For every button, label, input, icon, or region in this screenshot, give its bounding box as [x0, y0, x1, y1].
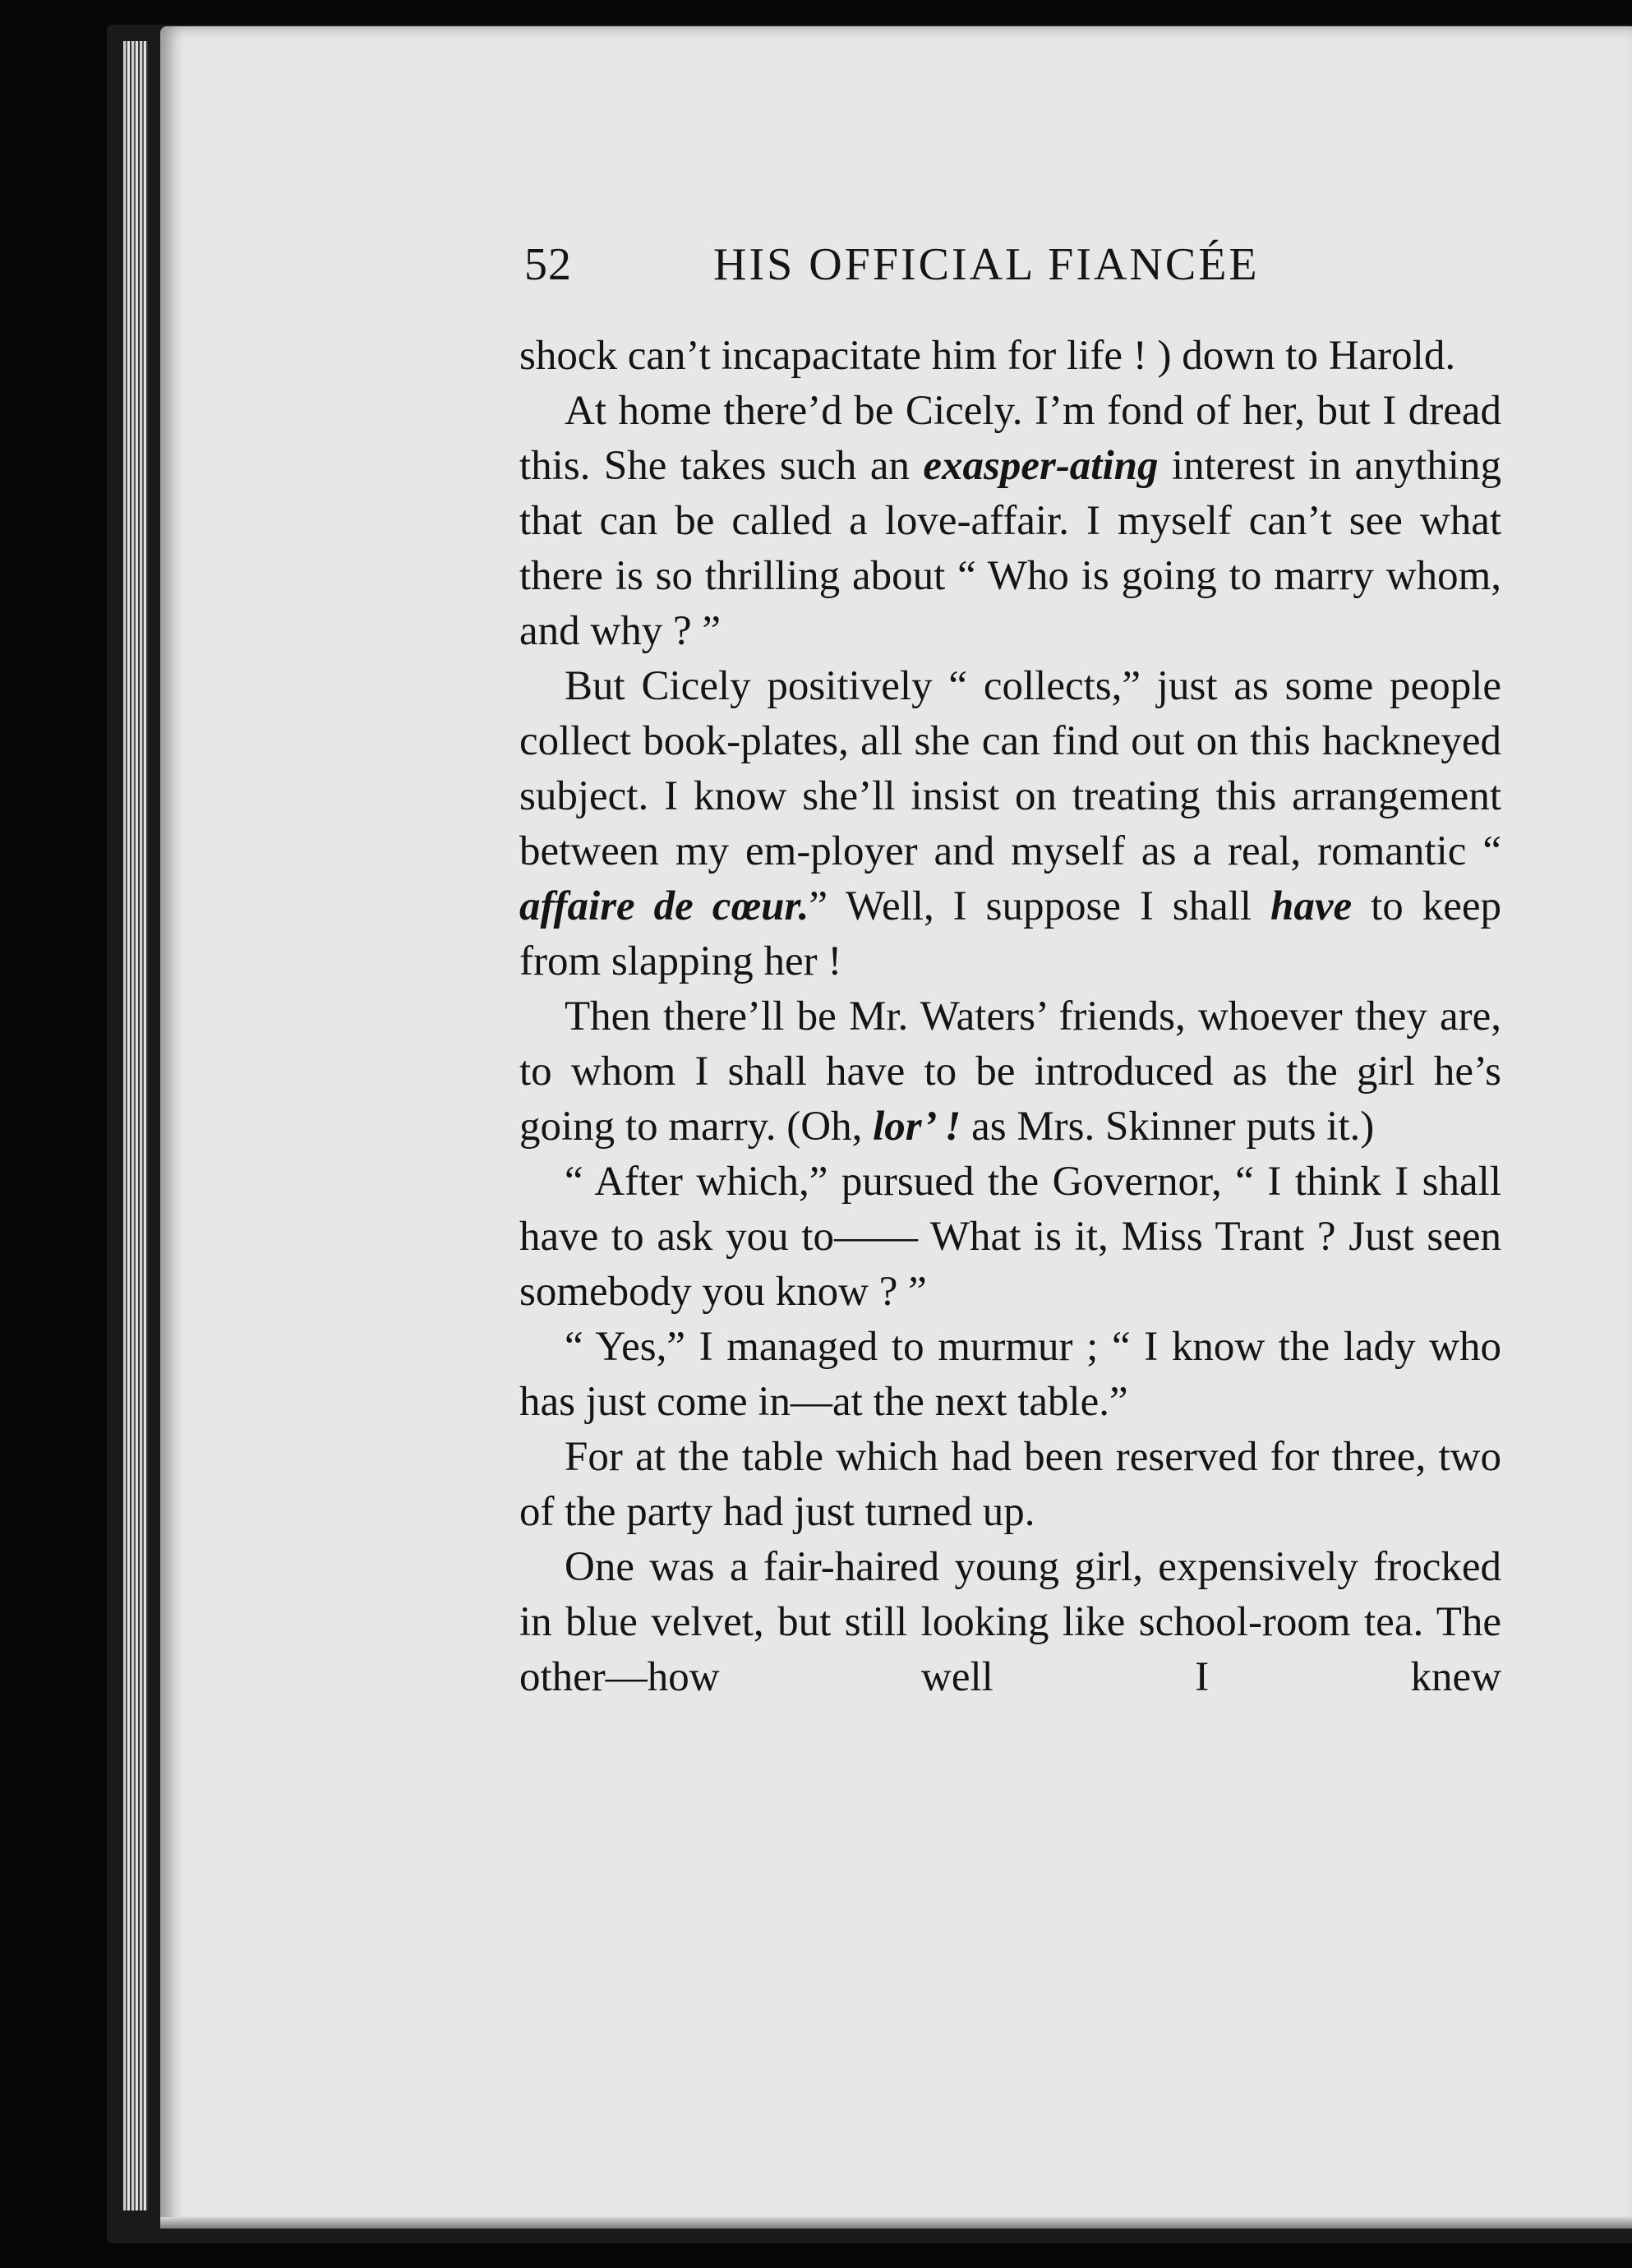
text-run: ” Well, I suppose I shall — [809, 883, 1271, 929]
paragraph — [519, 1430, 1501, 1540]
paragraph — [519, 989, 1501, 1155]
text-run: But Cicely positively “ collects,” just as some people collect book-plates, all she can find out on this hackneyed subject. I know she’ll insist on treating this arrangement between my em-ployer and myself as a real, romantic “ — [519, 663, 1501, 874]
text-run: interest in anything that can be called a love-affair. I myself can’t see what there is so thrilling about “ Who is going to marry whom, and why ? ” — [519, 443, 1501, 654]
italic-text-run: have — [1270, 883, 1353, 929]
page-edges — [123, 41, 148, 2210]
running-head — [524, 238, 1362, 304]
page-number: 52 — [524, 239, 572, 290]
page-bottom-edge — [160, 2217, 1632, 2229]
text-run: One was a fair-haired young girl, expensively frocked in blue velvet, but still looking like school-room tea. The other—how well I knew — [519, 1544, 1501, 1700]
paragraph — [519, 1540, 1501, 1705]
text-run: At home there’d be Cicely. I’m fond of her, but I dread this. She takes such an — [519, 388, 1501, 489]
text-run: For at the table which had been reserved for three, two of the party had just turned up. — [519, 1434, 1501, 1535]
paragraph — [519, 659, 1501, 989]
italic-text-run: lor’ ! — [873, 1104, 961, 1150]
text-run: “ Yes,” I managed to murmur ; “ I know the lady who has just come in—at the next table.” — [519, 1324, 1501, 1425]
text-run: to keep from slapping her ! — [519, 883, 1501, 984]
paragraph — [519, 329, 1501, 384]
text-run: as Mrs. Skinner puts it.) — [961, 1104, 1375, 1150]
italic-text-run: affaire de cœur. — [519, 883, 809, 929]
paragraph — [519, 384, 1501, 659]
paragraph — [519, 1155, 1501, 1320]
text-run: “ After which,” pursued the Governor, “ I think I shall have to ask you to—— What is it, Miss Trant ? Just seen somebody you know ? ” — [519, 1159, 1501, 1315]
body-text — [519, 329, 1501, 1705]
text-run: shock can’t incapacitate him for life ! ) down to Harold. — [519, 333, 1456, 379]
running-title: HIS OFFICIAL FIANCÉE — [713, 239, 1260, 290]
text-run: Then there’ll be Mr. Waters’ friends, whoever they are, to whom I shall have to be introduced as the girl he’s going to marry. (Oh, — [519, 993, 1501, 1150]
paragraph — [519, 1320, 1501, 1430]
italic-text-run: exasper-ating — [923, 443, 1159, 489]
